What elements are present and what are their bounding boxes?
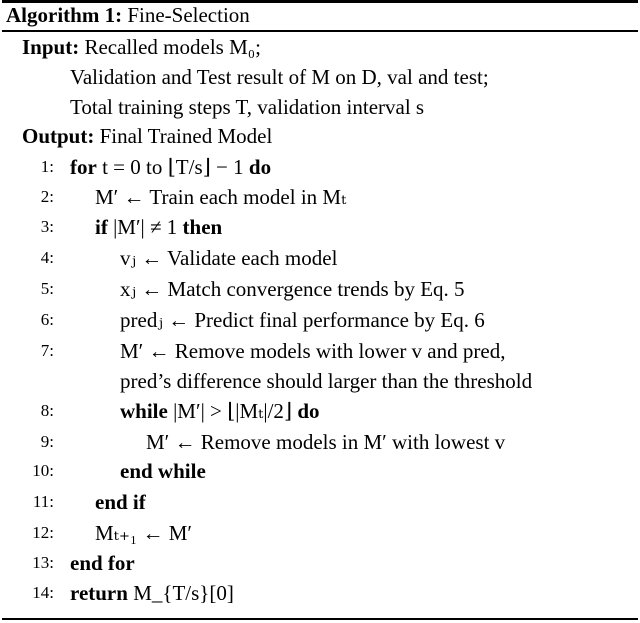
input-label: Input: [22,35,80,59]
step-text: end if [95,490,146,514]
input-line-3 [70,92,424,122]
step-number: 8: [40,401,54,420]
step-text: M′ ← Remove models with lower v and pred, [120,339,506,363]
step-text: Mₜ₊₁ ← M′ [95,521,193,545]
algorithm-caption [6,0,250,30]
step-text: M′ ← Train each model in Mₜ [95,185,347,209]
step-number: 3: [40,217,54,236]
step-13 [0,548,640,578]
step-number: 10: [32,461,54,480]
step-3 [0,212,640,242]
step-14 [0,578,640,608]
bottom-rule [2,618,638,620]
step-8 [0,396,640,426]
step-11 [0,487,640,517]
output-label: Output: [22,124,95,148]
step-number: 1: [40,157,54,176]
step-text: while |M′| > ⌊|Mₜ|/2⌋ do [120,399,320,423]
step-1 [0,152,640,182]
input-text-2: Validation and Test result of M on D, val and test; [70,65,489,89]
step-7 [0,336,640,366]
step-9 [0,427,640,457]
input-text-3: Total training steps T, validation interval s [70,95,425,119]
step-12 [0,518,640,548]
step-text: if |M′| ≠ 1 then [95,215,223,239]
step-10 [0,456,640,486]
step-number: 5: [40,279,54,298]
input-line-1 [22,32,261,62]
step-text: pred’s difference should larger than the threshold [120,369,533,393]
input-line-2 [70,62,489,92]
step-text: predⱼ ← Predict final performance by Eq. 6 [120,308,485,332]
step-number: 6: [40,310,54,329]
step-4 [0,243,640,273]
step-text: return M_{T/s}[0] [70,581,234,605]
step-number: 2: [40,187,54,206]
step-text: M′ ← Remove models in M′ with lowest v [146,430,506,454]
step-text: xⱼ ← Match convergence trends by Eq. 5 [120,277,465,301]
step-text: end for [70,551,135,575]
step-number: 4: [40,248,54,267]
step-number: 9: [40,432,54,451]
step-number: 12: [32,523,54,542]
step-5 [0,274,640,304]
algorithm-label: Algorithm 1: [6,3,123,27]
output-line [22,121,272,151]
algorithm-name: Fine-Selection [127,3,250,27]
step-2 [0,182,640,212]
step-number: 11: [32,492,54,511]
input-text-1: Recalled models M₀; [84,35,261,59]
step-text: for t = 0 to ⌊T/s⌋ − 1 do [70,155,272,179]
step-text: vⱼ ← Validate each model [120,246,338,270]
step-6 [0,305,640,335]
step-number: 14: [32,583,54,602]
output-text: Final Trained Model [99,124,273,148]
step-text: end while [120,459,206,483]
step-number: 7: [40,341,54,360]
step-number: 13: [32,553,54,572]
step-7-continued [0,366,640,396]
